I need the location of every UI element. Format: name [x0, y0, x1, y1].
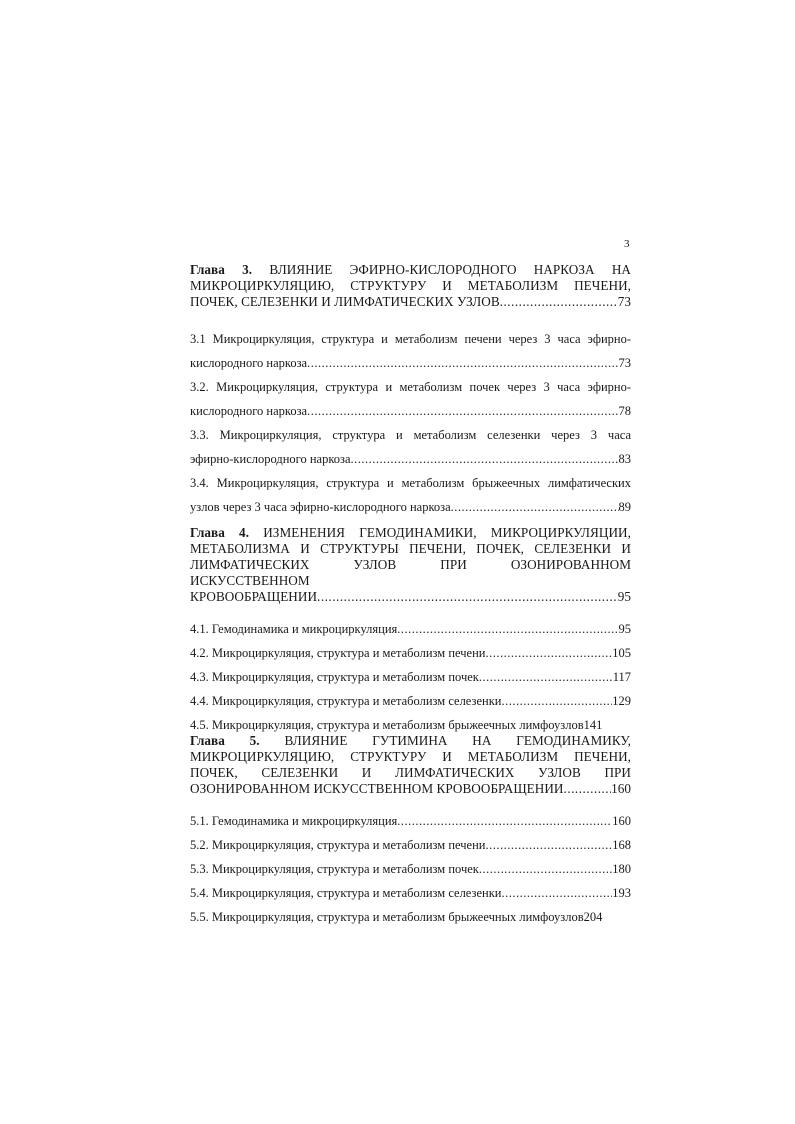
chapter-number: 5.: [249, 733, 260, 748]
entry-page: 180: [612, 862, 631, 876]
chapter-label: Глава: [190, 733, 225, 748]
leader-dots: [307, 351, 618, 375]
leader-dots: [397, 809, 612, 833]
toc-entry-4-1: [190, 617, 631, 641]
leader-dots: [501, 881, 612, 905]
chapter-title-line: ПОЧЕК, СЕЛЕЗЕНКИ И ЛИМФАТИЧЕСКИХ УЗЛОВ: [190, 294, 500, 309]
entry-line: 5.3. Микроциркуляция, структура и метаболизм почек: [190, 862, 479, 876]
leader-dots: [397, 617, 618, 641]
entry-page: 89: [618, 500, 631, 514]
entry-line: 3.2. Микроциркуляция, структура и метаболизм почек через 3 часа эфирно-: [190, 380, 631, 394]
leader-dots: [479, 857, 612, 881]
chapter-title-line: ВЛИЯНИЕ ГУТИМИНА НА ГЕМОДИНАМИКУ,: [284, 733, 631, 748]
toc-entry-4-2: [190, 641, 631, 665]
chapter-page: 160: [611, 781, 631, 796]
entry-page: 141: [583, 718, 603, 732]
chapter-4-block: [190, 525, 631, 737]
entry-page: 129: [612, 694, 631, 708]
leader-dots: [501, 689, 612, 713]
entry-line: 3.3. Микроциркуляция, структура и метаболизм селезенки через 3 часа: [190, 428, 631, 442]
entry-page: 83: [618, 452, 631, 466]
chapter-title-line: ИЗМЕНЕНИЯ ГЕМОДИНАМИКИ, МИКРОЦИРКУЛЯЦИИ,: [263, 525, 631, 540]
toc-entry-4-4: [190, 689, 631, 713]
entry-line: 4.1. Гемодинамика и микроциркуляция: [190, 622, 398, 636]
toc-entry-5-4: [190, 881, 631, 905]
entry-page: 204: [583, 910, 603, 924]
leader-dots: [564, 781, 612, 797]
toc-entry-3-3: [190, 423, 631, 471]
chapter-title-line: ОЗОНИРОВАННОМ ИСКУССТВЕННОМ КРОВООБРАЩЕНИИ: [190, 781, 564, 796]
chapter-title-line: МИКРОЦИРКУЛЯЦИЮ, СТРУКТУРУ И МЕТАБОЛИЗМ ПЕЧЕНИ,: [190, 278, 631, 293]
entry-line: эфирно-кислородного наркоза: [190, 452, 351, 466]
entry-line: 5.4. Микроциркуляция, структура и метаболизм селезенки: [190, 886, 502, 900]
chapter-number: 3.: [242, 262, 253, 277]
chapter-title-line: МИКРОЦИРКУЛЯЦИЮ, СТРУКТУРУ И МЕТАБОЛИЗМ ПЕЧЕНИ,: [190, 749, 631, 764]
chapter-5-heading: [190, 733, 631, 797]
toc-entry-3-4: [190, 471, 631, 519]
entry-line: 4.2. Микроциркуляция, структура и метаболизм печени: [190, 646, 486, 660]
leader-dots: [485, 833, 612, 857]
entry-line: кислородного наркоза: [190, 404, 308, 418]
toc-entry-3-2: [190, 375, 631, 423]
chapter-label: Глава: [190, 525, 225, 540]
chapter-number: 4.: [239, 525, 250, 540]
toc-entry-5-1: [190, 809, 631, 833]
toc-entry-5-3: [190, 857, 631, 881]
entry-page: 73: [618, 356, 631, 370]
entry-page: 105: [612, 646, 631, 660]
entry-line: 4.5. Микроциркуляция, структура и метаболизм брыжеечных лимфоузлов: [190, 718, 584, 732]
chapter-label: Глава: [190, 262, 225, 277]
leader-dots: [351, 447, 619, 471]
chapter-4-heading: [190, 525, 631, 605]
toc-entry-4-3: [190, 665, 631, 689]
leader-dots: [307, 399, 618, 423]
entry-line: узлов через 3 часа эфирно-кислородного наркоза: [190, 500, 451, 514]
chapter-page: 73: [617, 294, 631, 309]
chapter-title-line: КРОВООБРАЩЕНИИ: [190, 589, 318, 604]
toc-entry-3-1: [190, 327, 631, 375]
page-number: 3: [624, 238, 630, 250]
chapter-page: 95: [617, 589, 631, 604]
toc-entry-5-2: [190, 833, 631, 857]
entry-page: 117: [612, 670, 631, 684]
entry-line: 4.3. Микроциркуляция, структура и метаболизм почек: [190, 670, 479, 684]
chapter-3-heading: [190, 262, 631, 310]
leader-dots: [317, 589, 618, 605]
entry-page: 193: [612, 886, 631, 900]
entry-line: 5.1. Гемодинамика и микроциркуляция: [190, 814, 398, 828]
leader-dots: [500, 294, 618, 310]
entry-line: 3.1 Микроциркуляция, структура и метаболизм печени через 3 часа эфирно-: [190, 332, 631, 346]
chapter-title-line: ВЛИЯНИЕ ЭФИРНО-КИСЛОРОДНОГО НАРКОЗА НА: [269, 262, 631, 277]
leader-dots: [451, 495, 619, 519]
entry-line: 3.4. Микроциркуляция, структура и метаболизм брыжеечных лимфатических: [190, 476, 631, 490]
chapter-title-line: МЕТАБОЛИЗМА И СТРУКТУРЫ ПЕЧЕНИ, ПОЧЕК, СЕЛЕЗЕНКИ И: [190, 541, 631, 556]
chapter-5-block: [190, 733, 631, 929]
chapter-title-line: ПОЧЕК, СЕЛЕЗЕНКИ И ЛИМФАТИЧЕСКИХ УЗЛОВ ПРИ: [190, 765, 631, 780]
entry-page: 95: [618, 622, 631, 636]
entry-page: 160: [612, 814, 631, 828]
leader-dots: [479, 665, 613, 689]
entry-page: 78: [618, 404, 631, 418]
entry-line: 5.5. Микроциркуляция, структура и метаболизм брыжеечных лимфоузлов: [190, 910, 584, 924]
leader-dots: [485, 641, 612, 665]
toc-entry-5-5: [190, 905, 631, 929]
entry-line: кислородного наркоза: [190, 356, 308, 370]
entry-line: 4.4. Микроциркуляция, структура и метаболизм селезенки: [190, 694, 502, 708]
chapter-title-line: ЛИМФАТИЧЕСКИХ УЗЛОВ ПРИ ОЗОНИРОВАННОМ ИСКУССТВЕННОМ: [190, 557, 631, 588]
entry-page: 168: [612, 838, 631, 852]
chapter-3-block: [190, 262, 631, 519]
entry-line: 5.2. Микроциркуляция, структура и метаболизм печени: [190, 838, 486, 852]
